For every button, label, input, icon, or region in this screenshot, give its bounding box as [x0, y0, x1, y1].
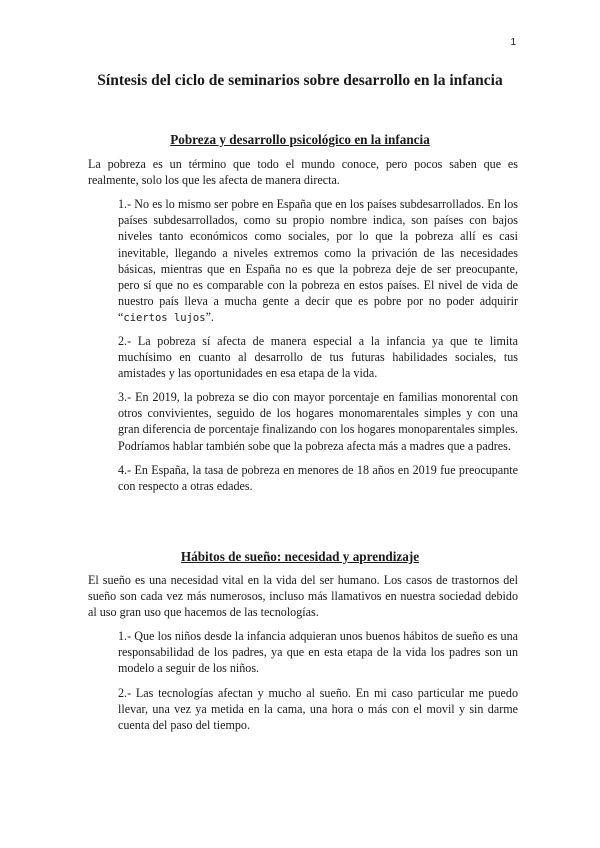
list-item-text: 1.- No es lo mismo ser pobre en España que en los países subdesarrollados. En los países subdesarrollados, como su propio nombre indica, son países con bajos niveles tanto económicos como sociales, por lo que la pobreza allí es casi inevitable, llegando a niveles extremos como la privación de las necesidades básicas, mientras que en España no es que la pobreza deje de ser preocupante, pero sí que no es comparable con la pobreza en estos países. El nivel de vida de nuestro país lleva a mucha gente a decir que es pobre por no poder adquirir	[118, 197, 518, 309]
list-item: 2.- La pobreza sí afecta de manera especial a la infancia ya que te limita muchísimo en cuanto al desarrollo de tus futuras habilidades sociales, tus amistades y las oportunidades en esa etapa de la vida.	[118, 334, 518, 381]
list-item	[118, 196, 518, 327]
page-number: 1	[510, 37, 516, 48]
section-heading-sueno: Hábitos de sueño: necesidad y aprendizaje	[180, 549, 420, 564]
quote-close: ”.	[205, 310, 214, 325]
list-item: 1.- Que los niños desde la infancia adquieran unos buenos hábitos de sueño es una responsabilidad de los padres, ya que en esta etapa de la vida los padres son un modelo a seguir de los niños.	[118, 629, 518, 676]
quote-open: “	[118, 310, 124, 325]
section-intro-sueno: El sueño es una necesidad vital en la vida del ser humano. Los casos de trastornos del sueño son cada vez más numerosos, incluso más llamativos en nuestra sociedad debido al uso gran uso que hacemos de las tecnologías.	[88, 573, 518, 620]
list-item: 2.- Las tecnologías afectan y mucho al sueño. En mi caso particular me puedo llevar, una vez ya metida en la cama, una hora o más con el movil y sin darme cuenta del paso del tiempo.	[118, 686, 518, 733]
document-title: Síntesis del ciclo de seminarios sobre desarrollo en la infancia	[97, 72, 503, 89]
section-intro-pobreza: La pobreza es un término que todo el mundo conoce, pero pocos saben que es realmente, solo los que les afecta de manera directa.	[88, 157, 518, 188]
section-heading-pobreza: Pobreza y desarrollo psicológico en la infancia	[170, 132, 430, 147]
list-item: 4.- En España, la tasa de pobreza en menores de 18 años en 2019 fue preocupante con respecto a otras edades.	[118, 463, 518, 494]
list-item: 3.- En 2019, la pobreza se dio con mayor porcentaje en familias monorental con otros convivientes, seguido de los hogares monomarentales simples y con una gran diferencia de porcentaje finalizando con los hogares monoparentales simples. Podríamos hablar también sobe que la pobreza afecta más a madres que a padres.	[118, 390, 518, 453]
quoted-phrase: ciertos lujos	[123, 312, 206, 325]
